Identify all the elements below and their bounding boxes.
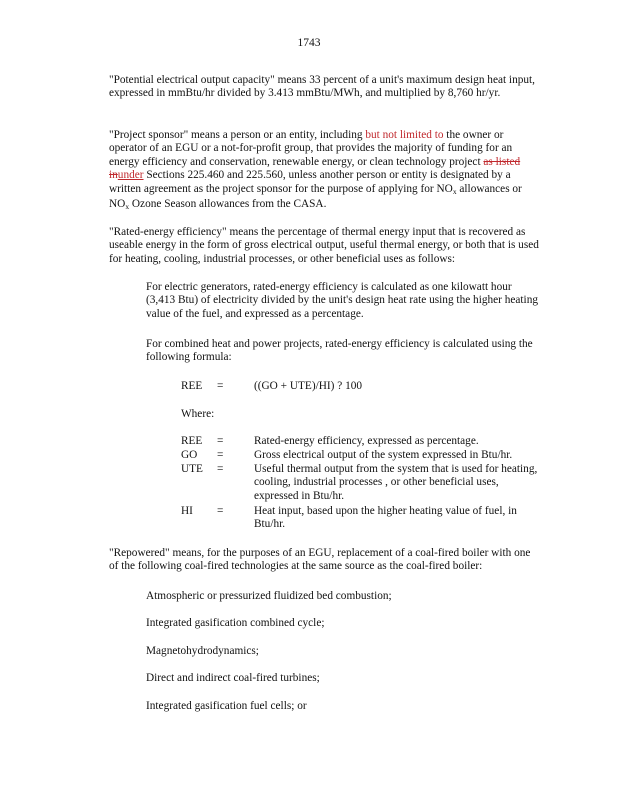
def-text: Rated-energy efficiency, expressed as percentage. xyxy=(254,435,479,447)
inserted-text: but not limited to xyxy=(365,129,444,141)
formula-lhs: REE xyxy=(181,380,203,392)
definition-project-sponsor: "Project sponsor" means a person or an entity, including but not limited to the owner or operator of an EGU or a not-for-profit group, that provides the majority of funding for an energy efficiency and conservation, renewable energy, or clean technology project as listed inunder Sections 225.460 and 225.560, unless another person or entity is designated by a written agreement as the project sponsor for the purpose of applying for $NO_x$ allowances or $NO_x$ Ozone Season allowances from the CASA. xyxy=(109,129,522,212)
def-symbol: GO xyxy=(181,449,198,461)
list-item: Integrated gasification combined cycle; xyxy=(146,617,325,629)
def-equals: = xyxy=(217,463,224,475)
def-equals: = xyxy=(217,505,224,517)
list-item: Direct and indirect coal-fired turbines; xyxy=(146,672,320,684)
combined-heat-power-paragraph: For combined heat and power projects, rated-energy efficiency is calculated using the following formula: xyxy=(146,338,533,364)
definition-potential-electrical-output: "Potential electrical output capacity" means 33 percent of a unit's maximum design heat input, expressed in mmBtu/hr divided by 3.413 mmBtu/MWh, and multiplied by 8,760 hr/yr. xyxy=(109,74,535,100)
def-symbol: UTE xyxy=(181,463,203,475)
def-equals: = xyxy=(217,435,224,447)
list-item: Atmospheric or pressurized fluidized bed combustion; xyxy=(146,590,392,602)
def-text: Gross electrical output of the system expressed in Btu/hr. xyxy=(254,449,513,461)
electric-generators-paragraph: For electric generators, rated-energy efficiency is calculated as one kilowatt hour (3,413 Btu) of electricity divided by the unit's design heat rate using the higher heating value of the fuel, and expressed as a percentage. xyxy=(146,281,538,320)
inserted-text: under xyxy=(117,169,144,182)
deleted-text: as listed in xyxy=(109,155,521,182)
definition-rated-energy-efficiency: "Rated-energy efficiency" means the percentage of thermal energy input that is recovered as useable energy in the form of gross electrical output, useful thermal energy, or both that is used for heating, cooling, industrial processes, or other beneficial uses as follows: xyxy=(109,226,539,265)
list-item: Integrated gasification fuel cells; or xyxy=(146,700,307,712)
definition-repowered: "Repowered" means, for the purposes of an EGU, replacement of a coal-fired boiler with one of the following coal-fired technologies at the same source as the coal-fired boiler: xyxy=(109,547,531,573)
page-number: 1743 xyxy=(297,37,321,49)
where-label: Where: xyxy=(181,408,215,420)
def-symbol: HI xyxy=(181,505,193,517)
def-text: Heat input, based upon the higher heating value of fuel, in Btu/hr. xyxy=(254,505,517,531)
def-symbol: REE xyxy=(181,435,203,447)
def-equals: = xyxy=(217,449,224,461)
formula-equals: = xyxy=(217,380,224,392)
def-text: Useful thermal output from the system that is used for heating, cooling, industrial processes , or other beneficial uses, expressed in Btu/hr. xyxy=(254,463,538,502)
list-item: Magnetohydrodynamics; xyxy=(146,645,259,657)
formula-rhs: ((GO + UTE)/HI) ? 100 xyxy=(254,380,363,392)
